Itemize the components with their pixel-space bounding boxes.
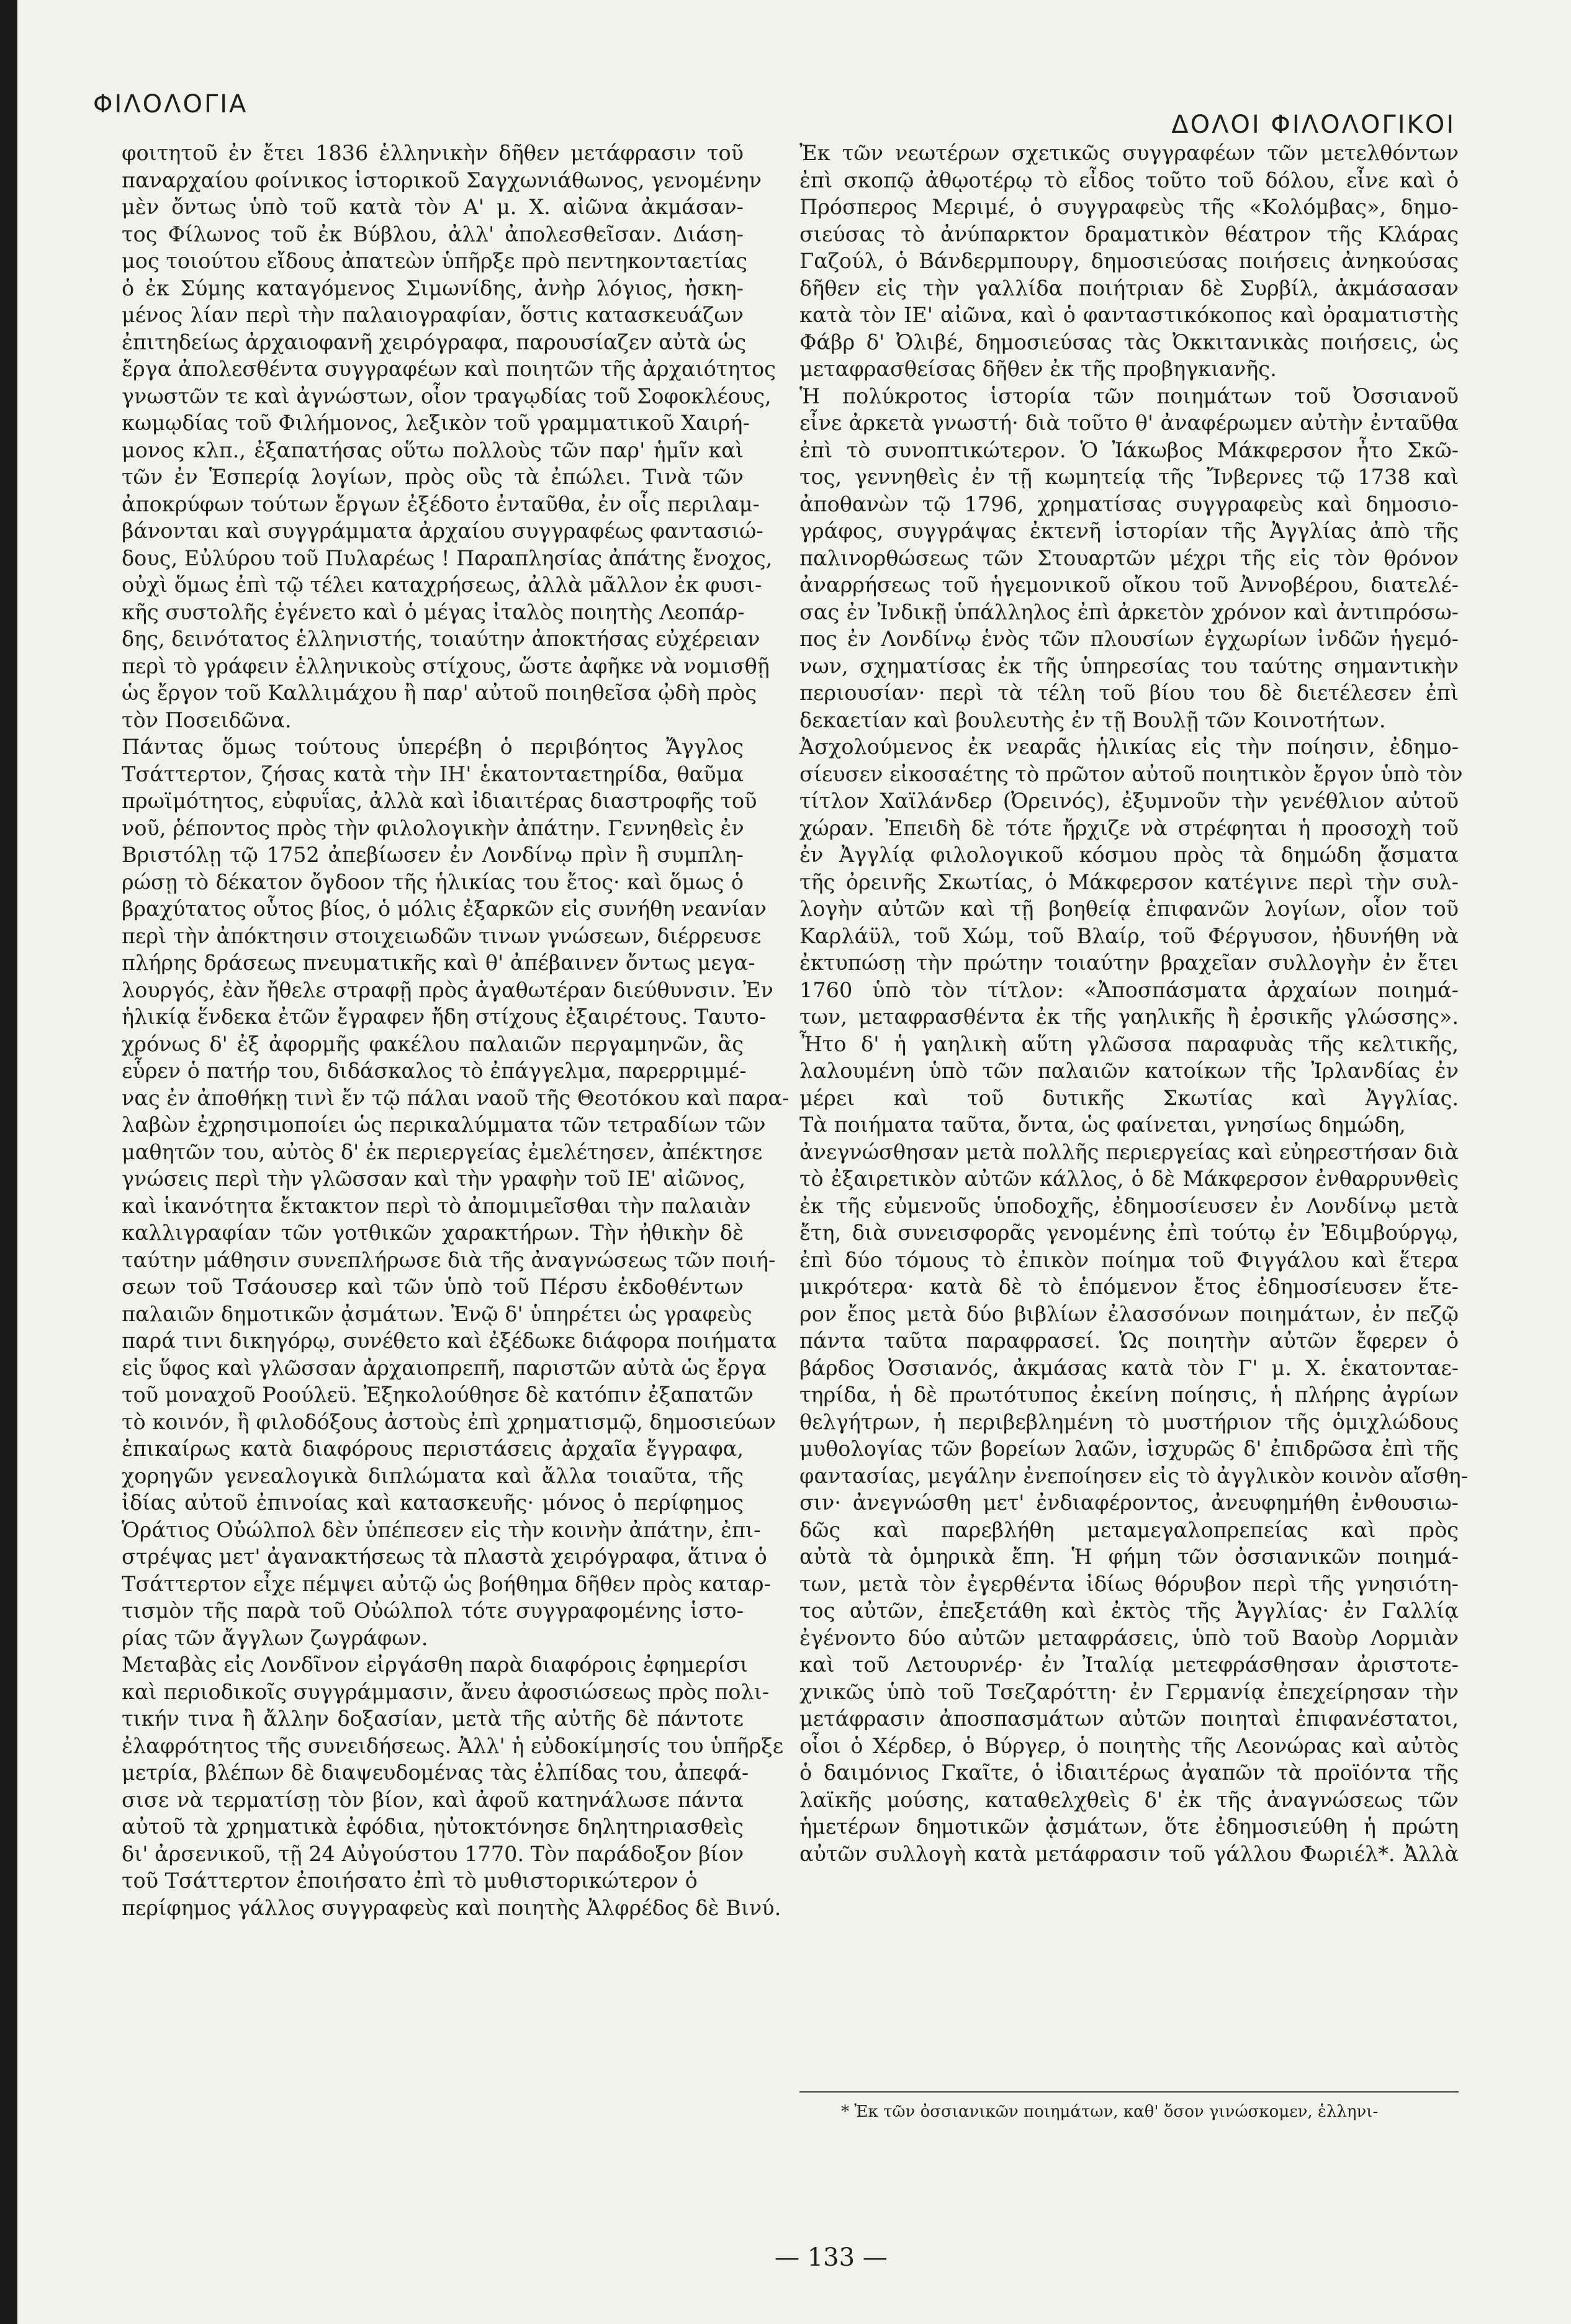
text-line: ἔργα ἀπολεσθέντα συγγραφέων καὶ ποιητῶν τῆς ἀρχαιότητος bbox=[122, 357, 776, 381]
text-line: ἀποκρύφων τούτων ἔργων ἐξέδοτο ἐνταῦθα, ἐν οἷς περιλαμ- bbox=[122, 491, 760, 516]
text-line: των, μετὰ τὸν ἐγερθέντα ἰδίως θόρυβον περὶ τῆς γνησιότη- bbox=[799, 1571, 1459, 1596]
text-line: ρώσῃ τὸ δέκατον ὄγδοον τῆς ἡλικίας του ἔτος· καὶ ὅμως ὁ bbox=[122, 869, 744, 894]
text-line: ὁ δαιμόνιος Γκαῖτε, ὁ ἰδιαιτέρως ἀγαπῶν τὰ προϊόντα τῆς bbox=[799, 1761, 1459, 1785]
text-line: τὸν Ποσειδῶνα. bbox=[122, 707, 292, 732]
text-line: ρίας τῶν ἄγγλων ζωγράφων. bbox=[122, 1625, 428, 1650]
text-line: τίτλον Χαϊλάνδερ (Ὀρεινός), ἐξυμνοῦν τὴν γενέθλιον αὐτοῦ bbox=[799, 789, 1459, 813]
text-line: αὐτοῦ τὰ χρηματικὰ ἐφόδια, ηὐτοκτόνησε δηλητηριασθεὶς bbox=[122, 1815, 744, 1839]
text-line: καὶ περιοδικοῖς συγγράμμασιν, ἄνευ ἀφοσιώσεως πρὸς πολι- bbox=[122, 1679, 770, 1704]
text-line: σας ἐν Ἰνδικῇ ὑπάλληλος ἐπὶ ἀρκετὸν χρόνον καὶ ἀντιπρόσω- bbox=[799, 599, 1459, 624]
text-line: τῆς ὀρεινῆς Σκωτίας, ὁ Μάκφερσον κατέγινε περὶ τὴν συλ- bbox=[799, 869, 1459, 894]
text-line: ἐπὶ σκοπῷ ἀθῳοτέρῳ τὸ εἶδος τοῦτο τοῦ δόλου, εἶνε καὶ ὁ bbox=[799, 168, 1459, 192]
text-line: φοιτητοῦ ἐν ἔτει 1836 ἑλληνικὴν δῆθεν μετάφρασιν τοῦ bbox=[122, 141, 744, 165]
text-line: παλαιῶν δημοτικῶν ᾀσμάτων. Ἐνῷ δ' ὑπηρέτει ὡς γραφεὺς bbox=[122, 1301, 752, 1326]
text-line: δι' ἀρσενικοῦ, τῇ 24 Αὐγούστου 1770. Τὸν παράδοξον βίον bbox=[122, 1841, 744, 1866]
text-line: νοῦ, ῥέποντος πρὸς τὴν φιλολογικὴν ἀπάτην. Γεννηθεὶς ἐν bbox=[122, 815, 744, 840]
text-line: πλήρης δράσεως πνευματικῆς καὶ θ' ἀπέβαινεν ὄντως μεγα- bbox=[122, 951, 755, 975]
text-line: ἡμετέρων δημοτικῶν ᾀσμάτων, ὅτε ἐδημοσιεύθη ἡ πρώτη bbox=[799, 1815, 1459, 1839]
text-line: δους, Εὐλύρου τοῦ Πυλαρέως ! Παραπλησίας ἀπάτης ἔνοχος, bbox=[122, 545, 773, 570]
text-line: ἐλαφρότητος τῆς συνειδήσεως. Ἀλλ' ἡ εὐδοκίμησίς του ὑπῆρξε bbox=[122, 1733, 784, 1758]
text-line: περὶ τὴν ἀπόκτησιν στοιχειωδῶν τινων γνώσεων, διέρρευσε bbox=[122, 923, 762, 948]
text-line: σιεύσας τὸ ἀνύπαρκτον δραματικὸν θέατρον τῆς Κλάρας bbox=[799, 222, 1459, 246]
text-line: χώραν. Ἐπειδὴ δὲ τότε ἤρχιζε νὰ στρέφηται ἡ προσοχὴ τοῦ bbox=[799, 815, 1459, 840]
text-line: δῶς καὶ παρεβλήθη μεταμεγαλοπρεπείας καὶ πρὸς bbox=[799, 1517, 1459, 1542]
text-line: καὶ τοῦ Λετουρνέρ· ἐν Ἰταλίᾳ μετεφράσθησαν ἀριστοτε- bbox=[799, 1653, 1459, 1677]
text-line: καλλιγραφίαν τῶν γοτθικῶν χαρακτήρων. Τὴν ἠθικὴν δὲ bbox=[122, 1221, 744, 1245]
text-line: σεων τοῦ Τσάουσερ καὶ τῶν ὑπὸ τοῦ Πέρσυ ἐκδοθέντων bbox=[122, 1275, 744, 1299]
text-line: ταύτην μάθησιν συνεπλήρωσε διὰ τῆς ἀναγνώσεως τῶν ποιή- bbox=[122, 1247, 776, 1272]
text-line: κῆς συστολῆς ἐγένετο καὶ ὁ μέγας ἰταλὸς ποιητὴς Λεοπάρ- bbox=[122, 599, 745, 624]
text-line: ὡς ἔργον τοῦ Καλλιμάχου ἢ παρ' αὐτοῦ ποιηθεῖσα ᾠδὴ πρὸς bbox=[122, 681, 757, 705]
text-line: περιουσίαν· περὶ τὰ τέλη τοῦ βίου του δὲ διετέλεσεν ἐπὶ bbox=[799, 681, 1459, 705]
text-line: χρόνως δ' ἐξ ἀφορμῆς φακέλου παλαιῶν περγαμηνῶν, ἃς bbox=[122, 1031, 744, 1056]
text-line: ἐπικαίρως κατὰ διαφόρους περιστάσεις ἀρχαῖα ἔγγραφα, bbox=[122, 1437, 744, 1461]
text-line: μονος κλπ., ἐξαπατήσας οὕτω πολλοὺς τῶν παρ' ἡμῖν καὶ bbox=[122, 437, 744, 462]
text-line: εὗρεν ὁ πατήρ του, διδάσκαλος τὸ ἐπάγγελμα, παρερριμμέ- bbox=[122, 1059, 747, 1083]
text-line: ἐπὶ τὸ συνοπτικώτερον. Ὁ Ἰάκωβος Μάκφερσον ἦτο Σκῶ- bbox=[799, 437, 1459, 462]
text-line: οὐχὶ ὅμως ἐπὶ τῷ τέλει καταχρήσεως, ἀλλὰ μᾶλλον ἐκ φυσι- bbox=[122, 573, 762, 597]
text-line: μικρότερα· κατὰ δὲ τὸ ἑπόμενον ἔτος ἐδημοσίευσεν ἕτε- bbox=[799, 1275, 1459, 1299]
text-line: ρον ἔπος μετὰ δύο βιβλίων ἐλασσόνων ποιημάτων, ἐν πεζῷ bbox=[799, 1301, 1459, 1326]
text-line: δεκαετίαν καὶ βουλευτὴς ἐν τῇ Βουλῇ τῶν Κοινοτήτων. bbox=[799, 707, 1386, 732]
text-line: ἐγένοντο δύο αὐτῶν μεταφράσεις, ὑπὸ τοῦ Βαοὺρ Λορμιὰν bbox=[799, 1625, 1459, 1650]
text-line: μαθητῶν του, αὐτὸς δ' ἐκ περιεργείας ἐμελέτησεν, ἀπέκτησε bbox=[122, 1139, 763, 1164]
text-line: νας ἐν ἀποθήκῃ τινὶ ἔν τῷ πάλαι ναοῦ τῆς Θεοτόκου καὶ παρα- bbox=[122, 1085, 790, 1110]
text-line: λογὴν αὐτῶν καὶ τῇ βοηθείᾳ ἐπιφανῶν λογίων, οἷον τοῦ bbox=[799, 897, 1459, 921]
text-line: παρά τινι δικηγόρῳ, συνέθετο καὶ ἐξέδωκε διάφορα ποιήματα bbox=[122, 1329, 777, 1353]
text-line: πρωϊμότητος, εὐφυΐας, ἀλλὰ καὶ ἰδιαιτέρας διαστροφῆς τοῦ bbox=[122, 789, 757, 813]
text-line: ἀποθανὼν τῷ 1796, χρηματίσας συγγραφεὺς καὶ δημοσιο- bbox=[799, 491, 1459, 516]
text-line: ἐπιτηδείως ἀρχαιοφανῆ χειρόγραφα, παρουσίαζεν αὐτὰ ὡς bbox=[122, 330, 747, 354]
text-line: χορηγῶν γενεαλογικὰ διπλώματα καὶ ἄλλα τοιαῦτα, τῆς bbox=[122, 1463, 744, 1488]
text-line: ἐπὶ δύο τόμους τὸ ἐπικὸν ποίημα τοῦ Φιγγάλου καὶ ἕτερα bbox=[799, 1247, 1459, 1272]
text-line: Ἡ πολύκροτος ἱστορία τῶν ποιημάτων τοῦ Ὀσσιανοῦ bbox=[799, 384, 1459, 408]
text-line: γράφος, συγγράψας ἐκτενῆ ἱστορίαν τῆς Ἀγγλίας ἀπὸ τῆς bbox=[799, 519, 1459, 543]
text-line: φαντασίας, μεγάλην ἐνεποίησεν εἰς τὸ ἀγγλικὸν κοινὸν αἴσθη- bbox=[799, 1463, 1469, 1488]
text-line: περίφημος γάλλος συγγραφεὺς καὶ ποιητὴς Ἀλφρέδος δὲ Βινύ. bbox=[122, 1895, 781, 1920]
text-line: θελγήτρων, ἡ περιβεβλημένη τὸ μυστήριον τῆς ὁμιχλώδους bbox=[799, 1409, 1459, 1434]
text-line: τηρίδα, ἡ δὲ πρωτότυπος ἐκείνη ποίησις, ἡ πλήρης ἀγρίων bbox=[799, 1383, 1459, 1407]
text-line: Τὰ ποιήματα ταῦτα, ὄντα, ὡς φαίνεται, γνησίως δημώδη, bbox=[799, 1113, 1406, 1137]
text-line: χνικῶς ὑπὸ τοῦ Τσεζαρόττη· ἐν Γερμανίᾳ ἐπεχείρησαν τὴν bbox=[799, 1679, 1459, 1704]
text-line: σίευσεν εἰκοσαέτης τὸ πρῶτον αὐτοῦ ποιητικὸν ἔργον ὑπὸ τὸν bbox=[799, 761, 1463, 786]
footnote: * Ἐκ τῶν ὀσσιανικῶν ποιημάτων, καθ' ὅσον γινώσκομεν, ἑλληνι- bbox=[841, 2102, 1379, 2121]
text-line: Πρόσπερος Μεριμέ, ὁ συγγραφεὺς τῆς «Κολόμβας», δημο- bbox=[799, 195, 1459, 219]
text-line: μέρει καὶ τοῦ δυτικῆς Σκωτίας καὶ Ἀγγλίας. bbox=[799, 1085, 1459, 1110]
text-line: εἰς ὕφος καὶ γλῶσσαν ἀρχαιοπρεπῆ, παριστῶν αὐτὰ ὡς ἔργα bbox=[122, 1355, 767, 1380]
text-line: των, μεταφρασθέντα ἐκ τῆς γαηλικῆς ἢ ἐρσικῆς γλώσσης». bbox=[799, 1005, 1459, 1029]
text-line: Γαζούλ, ὁ Βάνδερμπουργ, δημοσιεύσας ποιήσεις ἀνηκούσας bbox=[799, 249, 1459, 273]
text-line: τὸ κοινόν, ἢ φιλοδόξους ἀστοὺς ἐπὶ χρηματισμῷ, δημοσιεύων bbox=[122, 1409, 776, 1434]
text-line: δης, δεινότατος ἑλληνιστής, τοιαύτην ἀποκτήσας εὐχέρειαν bbox=[122, 627, 760, 651]
running-header-right: ΔΟΛΟΙ ΦΙΛΟΛΟΓΙΚΟΙ bbox=[1171, 110, 1456, 139]
text-line: μυθολογίας τῶν βορείων λαῶν, ἰσχυρῶς δ' ἐπιδρῶσα ἐπὶ τῆς bbox=[799, 1437, 1459, 1461]
text-line: ἀνεγνώσθησαν μετὰ πολλῆς περιεργείας καὶ εὐηρεστήσαν διὰ bbox=[799, 1139, 1459, 1164]
text-line: γνωστῶν τε καὶ ἀγνώστων, οἷον τραγῳδίας τοῦ Σοφοκλέους, bbox=[122, 384, 772, 408]
footnote-rule bbox=[799, 2091, 1459, 2093]
text-line: βάρδος Ὀσσιανός, ἀκμάσας κατὰ τὸν Γ' μ. Χ. ἑκατονταε- bbox=[799, 1355, 1459, 1380]
text-line: Καρλάϋλ, τοῦ Χώμ, τοῦ Βλαίρ, τοῦ Φέργυσον, ἠδυνήθη νὰ bbox=[799, 923, 1459, 948]
text-line: μένος λίαν περὶ τὴν παλαιογραφίαν, ὅστις κατασκευάζων bbox=[122, 303, 744, 327]
text-line: Φάβρ δ' Ὀλιβέ, δημοσιεύσας τὰς Ὀκκιτανικὰς ποιήσεις, ὡς bbox=[799, 330, 1459, 354]
text-line: τῶν ἐν Ἑσπερίᾳ λογίων, πρὸς οὓς τὰ ἐπώλει. Τινὰ τῶν bbox=[122, 465, 744, 489]
text-line: ἐκτυπώσῃ τὴν πρώτην τοιαύτην βραχεῖαν συλλογὴν ἐν ἔτει bbox=[799, 951, 1459, 975]
left-text-column bbox=[122, 140, 790, 1921]
text-line: τικήν τινα ἢ ἄλλην δοξασίαν, μετὰ τῆς αὐτῆς δὲ πάντοτε bbox=[122, 1707, 744, 1731]
text-line: λαλουμένη ὑπὸ τῶν παλαιῶν κατοίκων τῆς Ἰρλανδίας ἐν bbox=[799, 1059, 1459, 1083]
text-line: τοῦ Τσάττερτον ἐποιήσατο ἐπὶ τὸ μυθιστορικώτερον ὁ bbox=[122, 1869, 698, 1893]
text-line: τος, γεννηθεὶς ἐν τῇ κωμητείᾳ τῆς Ἴνβερνες τῷ 1738 καὶ bbox=[799, 465, 1459, 489]
text-line: καὶ ἱκανότητα ἔκτακτον περὶ τὸ ἀπομιμεῖσθαι τὴν παλαιὰν bbox=[122, 1193, 751, 1218]
text-line: αὐτῶν συλλογὴ κατὰ μετάφρασιν τοῦ γάλλου Φωριέλ*. Ἀλλὰ bbox=[799, 1841, 1459, 1866]
text-line: νων, σχηματίσας ἐκ τῆς ὑπηρεσίας του ταύτης σημαντικὴν bbox=[799, 653, 1459, 678]
text-line: γνώσεις περὶ τὴν γλῶσσαν καὶ τὴν γραφὴν τοῦ ΙΕ' αἰῶνος, bbox=[122, 1167, 745, 1191]
text-line: μὲν ὄντως ὑπὸ τοῦ κατὰ τὸν Α' μ. Χ. αἰῶνα ἀκμάσαν- bbox=[122, 195, 744, 219]
text-line: σιν· ἀνεγνώσθη μετ' ἐνδιαφέροντος, ἀνευφημήθη ἐνθουσιω- bbox=[799, 1491, 1459, 1515]
text-line: τισμὸν τῆς παρὰ τοῦ Οὐώλπολ τότε συγγραφομένης ἱστο- bbox=[122, 1599, 744, 1623]
text-line: εἶνε ἀρκετὰ γνωστή· διὰ τοῦτο θ' ἀναφέρωμεν αὐτὴν ἐνταῦθα bbox=[799, 411, 1459, 435]
text-line: λαβὼν ἐχρησιμοποίει ὡς περικαλύμματα τῶν τετραδίων τῶν bbox=[122, 1113, 766, 1137]
text-line: πάντα ταῦτα παραφρασεί. Ὡς ποιητὴν αὐτῶν ἔφερεν ὁ bbox=[799, 1329, 1459, 1353]
text-line: ἀναρρήσεως τοῦ ἡγεμονικοῦ οἴκου τοῦ Ἀννοβέρου, διατελέ- bbox=[799, 573, 1459, 597]
text-line: μεταφρασθείσας δῆθεν ἐκ τῆς προβηγκιανῆς. bbox=[799, 357, 1277, 381]
text-line: Τσάττερτον εἶχε πέμψει αὐτῷ ὡς βοήθημα δῆθεν πρὸς καταρ- bbox=[122, 1571, 771, 1596]
right-text-column bbox=[799, 140, 1469, 1867]
text-line: σισε νὰ τερματίσῃ τὸν βίον, καὶ ἀφοῦ κατηνάλωσε πάντα bbox=[122, 1787, 744, 1812]
text-line: ἡλικίᾳ ἕνδεκα ἐτῶν ἔγραφεν ἤδη στίχους ἐξαιρέτους. Ταυτο- bbox=[122, 1005, 767, 1029]
text-line: Πάντας ὅμως τούτους ὑπερέβη ὁ περιβόητος Ἄγγλος bbox=[122, 735, 744, 759]
text-line: Βριστόλῃ τῷ 1752 ἀπεβίωσεν ἐν Λονδίνῳ πρὶν ἢ συμπλη- bbox=[122, 843, 744, 867]
text-line: στρέψας μετ' ἀγανακτήσεως τὰ πλαστὰ χειρόγραφα, ἅτινα ὁ bbox=[122, 1545, 767, 1569]
text-line: λουργός, ἐὰν ἤθελε στραφῇ πρὸς ἀγαθωτέραν διεύθυνσιν. Ἐν bbox=[122, 977, 773, 1002]
text-line: ἐν Ἀγγλίᾳ φιλολογικοῦ κόσμου πρὸς τὰ δημώδη ᾄσματα bbox=[799, 843, 1459, 867]
text-line: δῆθεν εἰς τὴν γαλλίδα ποιήτριαν δὲ Συρβίλ, ἀκμάσασαν bbox=[799, 276, 1459, 300]
text-line: ἰδίας αὐτοῦ ἐπινοίας καὶ κατασκευῆς· μόνος ὁ περίφημος bbox=[122, 1491, 744, 1515]
text-line: Ἐκ τῶν νεωτέρων σχετικῶς συγγραφέων τῶν μετελθόντων bbox=[799, 141, 1459, 165]
running-header-left: ΦΙΛΟΛΟΓΙΑ bbox=[93, 90, 248, 119]
text-line: Ἀσχολούμενος ἐκ νεαρᾶς ἡλικίας εἰς τὴν ποίησιν, ἐδημο- bbox=[799, 735, 1459, 759]
text-line: μετρία, βλέπων δὲ διαψευδομένας τὰς ἐλπίδας του, ἀπεφά- bbox=[122, 1761, 749, 1785]
text-line: τοῦ μοναχοῦ Ροούλεϋ. Ἐξηκολούθησε δὲ κατόπιν ἐξαπατῶν bbox=[122, 1383, 754, 1407]
text-line: Τσάττερτον, ζήσας κατὰ τὴν ΙΗ' ἑκατονταετηρίδα, θαῦμα bbox=[122, 761, 744, 786]
text-line: κωμῳδίας τοῦ Φιλήμονος, λεξικὸν τοῦ γραμματικοῦ Χαιρή- bbox=[122, 411, 750, 435]
text-line: μος τοιούτου εἴδους ἀπατεὼν ὑπῆρξε πρὸ πεντηκονταετίας bbox=[122, 249, 748, 273]
text-line: 1760 ὑπὸ τὸν τίτλον: «Ἀποσπάσματα ἀρχαίων ποιημά- bbox=[799, 977, 1459, 1002]
text-line: Ὁράτιος Οὐώλπολ δὲν ὑπέπεσεν εἰς τὴν κοινὴν ἀπάτην, ἐπι- bbox=[122, 1517, 761, 1542]
text-line: βάνονται καὶ συγγράμματα ἀρχαίου συγγραφέως φαντασιώ- bbox=[122, 519, 763, 543]
binding-shadow bbox=[0, 0, 17, 2324]
page-number: — 133 — bbox=[775, 2243, 888, 2272]
text-line: Μεταβὰς εἰς Λονδῖνον εἰργάσθη παρὰ διαφόροις ἐφημερίσι bbox=[122, 1653, 749, 1677]
text-line: βραχύτατος οὗτος βίος, ὁ μόλις ἐξαρκῶν εἰς συνήθη νεανίαν bbox=[122, 897, 767, 921]
text-line: λαϊκῆς μούσης, καταθελχθεὶς δ' ἐκ τῆς ἀναγνώσεως τῶν bbox=[799, 1787, 1459, 1812]
text-line: αὐτὰ τὰ ὁμηρικὰ ἔπη. Ἡ φήμη τῶν ὀσσιανικῶν ποιημά- bbox=[799, 1545, 1459, 1569]
text-line: κατὰ τὸν ΙΕ' αἰῶνα, καὶ ὁ φανταστικόκοπος καὶ ὀραματιστὴς bbox=[799, 303, 1459, 327]
text-line: παλινορθώσεως τῶν Στουαρτῶν μέχρι τῆς εἰς τὸν θρόνον bbox=[799, 545, 1459, 570]
text-line: ἔτη, διὰ συνεισφορᾶς γενομένης ἐπὶ τούτῳ ἐν Ἐδιμβούργῳ, bbox=[799, 1221, 1459, 1245]
text-line: μετάφρασιν ἀποσπασμάτων αὐτῶν ποιηταὶ ἐπιφανέστατοι, bbox=[799, 1707, 1459, 1731]
text-line: Ἦτο δ' ἡ γαηλικὴ αὕτη γλῶσσα παραφυὰς τῆς κελτικῆς, bbox=[799, 1031, 1459, 1056]
text-line: πος ἐν Λονδίνῳ ἑνὸς τῶν πλουσίων ἐγχωρίων ἰνδῶν ἡγεμό- bbox=[799, 627, 1459, 651]
text-line: ὁ ἐκ Σύμης καταγόμενος Σιμωνίδης, ἀνὴρ λόγιος, ἠσκη- bbox=[122, 276, 744, 300]
text-line: παναρχαίου φοίνικος ἱστορικοῦ Σαγχωνιάθωνος, γενομένην bbox=[122, 168, 762, 192]
text-line: ἐκ τῆς εὐμενοῦς ὑποδοχῆς, ἐδημοσίευσεν ἐν Λονδίνῳ μετὰ bbox=[799, 1193, 1459, 1218]
text-line: οἷοι ὁ Χέρδερ, ὁ Βύργερ, ὁ ποιητὴς τῆς Λεονώρας καὶ αὐτὸς bbox=[799, 1733, 1459, 1758]
text-line: τος αὐτῶν, ἐπεξετάθη καὶ ἐκτὸς τῆς Ἀγγλίας· ἐν Γαλλίᾳ bbox=[799, 1599, 1459, 1623]
text-line: τὸ ἐξαιρετικὸν αὐτῶν κάλλος, ὁ δὲ Μάκφερσον ἐνθαρρυνθεὶς bbox=[799, 1167, 1459, 1191]
text-line: τος Φίλωνος τοῦ ἐκ Βύβλου, ἀλλ' ἀπολεσθεῖσαν. Διάση- bbox=[122, 222, 744, 246]
text-line: περὶ τὸ γράφειν ἑλληνικοὺς στίχους, ὥστε ἀφῆκε νὰ νομισθῇ bbox=[122, 653, 770, 678]
